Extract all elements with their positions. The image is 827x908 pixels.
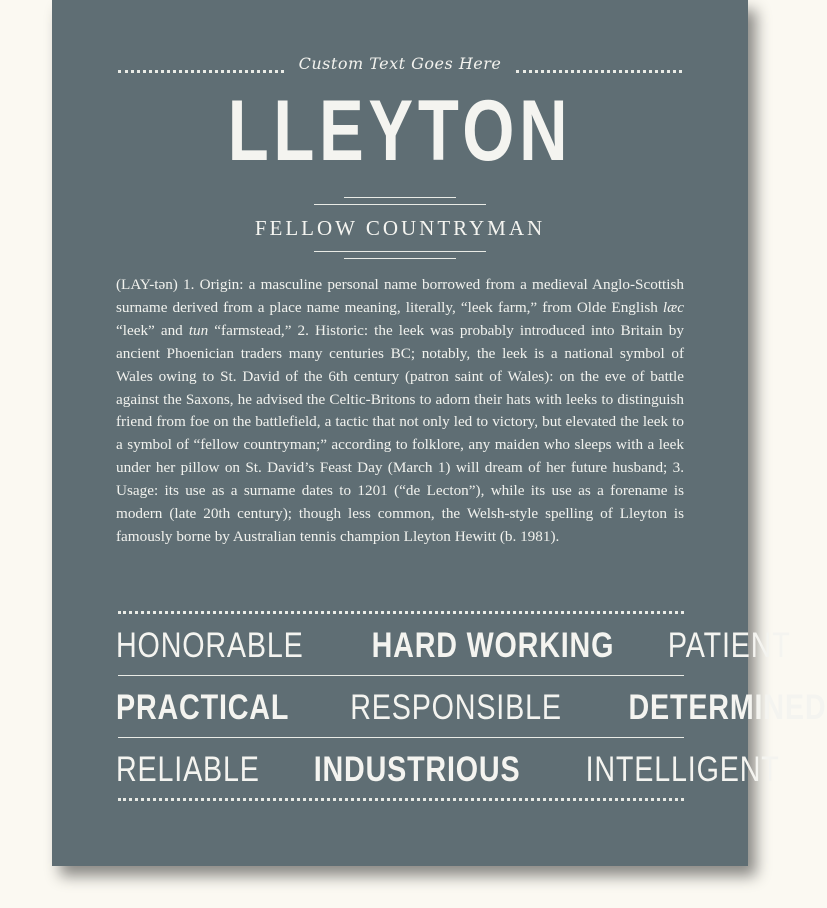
definition-text-1: (LAY-tən) 1. Origin: a masculine personal name borrowed from a medieval Anglo-Scottish surname derived from a place name meaning, literally, “leek farm,” from Olde English (116, 276, 684, 316)
trait-patient: PATIENT (667, 626, 791, 665)
custom-text: Custom Text Goes Here (298, 54, 502, 73)
name-title: LLEYTON (227, 83, 573, 179)
trait-intelligent: INTELLIGENT (586, 750, 781, 789)
title-underline-2 (314, 204, 486, 205)
trait-practical: PRACTICAL (116, 688, 290, 727)
definition-text-3: “farmstead,” 2. Historic: the leek was probably introduced into Britain by ancient Phoenician traders many centuries BC; notably, the leek is a national symbol of Wales owing to St. David of the 6th century (patron saint of Wales): on the eve of battle against the Saxons, he advised the Celtic-Britons to adorn their hats with leeks to distinguish friend from foe on the battlefield, a tactic that not only led to victory, but elevated the leek to a symbol of “fellow countryman;” according to folklore, any maiden who sleeps with a leek under her pillow on St. David’s Feast Day (March 1) will dream of her future husband; 3. Usage: its use as a surname dates to 1201 (“de Lecton”), while its use as a forename is modern (late 20th century); though less common, the Welsh-style spelling of Lleyton is famously borne by Australian tennis champion Lleyton Hewitt (b. 1981). (116, 321, 684, 545)
definition-term-tun: tun (188, 321, 209, 339)
trait-determined: DETERMINED (628, 688, 827, 727)
name-meaning-print (52, 0, 827, 866)
traits-row-2 (116, 688, 827, 728)
definition-text-2: “leek” and (116, 321, 189, 339)
trait-responsible: RESPONSIBLE (350, 688, 563, 727)
meaning-underline-2 (344, 258, 456, 259)
traits-row-1 (116, 626, 791, 666)
traits-bottom-dotted-rule (118, 798, 684, 801)
traits-divider-1 (118, 675, 684, 676)
traits-row-3 (116, 750, 781, 790)
name-meaning: FELLOW COUNTRYMAN (254, 216, 546, 240)
traits-top-dotted-rule (118, 611, 684, 614)
name-definition (116, 274, 684, 549)
definition-term-laec: læc (662, 298, 684, 316)
trait-industrious: INDUSTRIOUS (314, 750, 521, 789)
trait-hard-working: HARD WORKING (371, 626, 615, 665)
title-underline-1 (344, 197, 456, 198)
trait-reliable: RELIABLE (116, 750, 260, 789)
meaning-underline-1 (314, 251, 486, 252)
trait-honorable: HONORABLE (116, 626, 304, 665)
traits-divider-2 (118, 737, 684, 738)
